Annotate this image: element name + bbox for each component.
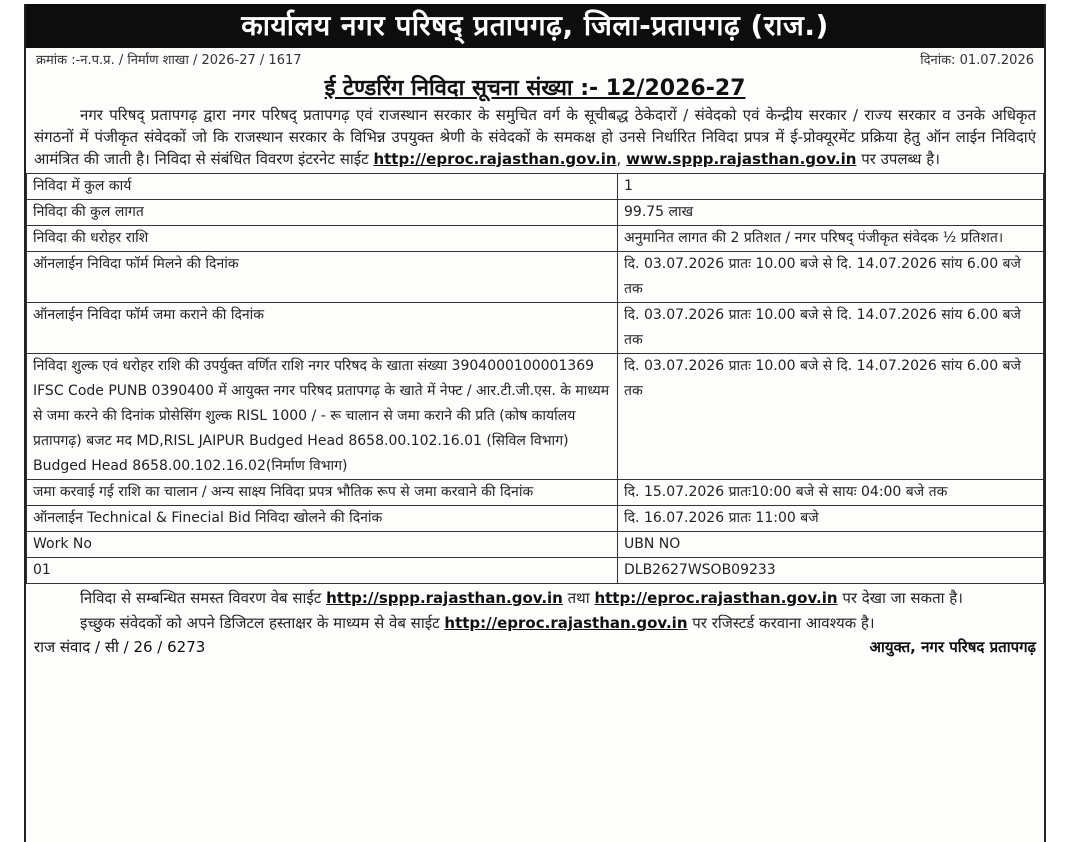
table-row — [27, 252, 1044, 303]
row-value: दि. 03.07.2026 प्रातः 10.00 बजे से दि. 14.07.2026 सांय 6.00 बजे तक — [618, 252, 1044, 303]
footer-line-1 — [34, 586, 1036, 611]
table-row — [27, 200, 1044, 226]
footer-line-1-text: निविदा से सम्बन्धित समस्त विवरण वेब साईट — [80, 589, 322, 607]
sppp-link[interactable]: www.sppp.rajasthan.gov.in — [626, 150, 857, 168]
row-value: दि. 03.07.2026 प्रातः 10.00 बजे से दि. 14.07.2026 सांय 6.00 बजे तक — [618, 354, 1044, 480]
row-label: जमा करवाई गई राशि का चालान / अन्य साक्ष्य निविदा प्रपत्र भौतिक रूप से जमा करवाने की दिनांक — [27, 480, 618, 506]
tender-notice — [24, 4, 1046, 842]
intro-paragraph: नगर परिषद् प्रतापगढ़ द्वारा नगर परिषद् प्रतापगढ़ एवं राजस्थान सरकार के समुचित वर्ग के सूचीबद्ध ठेकेदारों / संवेदको एवं केन्द्रीय सरकार / राज्य सरकार व उनके अधिकृत संगठनों में पंजीकृत संवेदकों जो कि राजस्थान सरकार के विभिन्न उपयुक्त श्रेणी के संवेदकों के समकक्ष हो उनसे निर्धारित निविदा प्रपत्र में ई-प्रोक्यूरमेंट प्रक्रिया हेतु ऑन लाईन निविदाएं आमंत्रित की जाती है। निविदा से संबंधित विवरण इंटरनेट साईट http://eproc.rajasthan.gov.in, www.sppp.rajasthan.gov.in पर उपलब्ध है। — [34, 106, 1036, 168]
tender-details-table — [26, 173, 1044, 584]
row-value: दि. 15.07.2026 प्रातः10:00 बजे से सायः 04:00 बजे तक — [618, 480, 1044, 506]
reference-number: क्रमांक :-न.प.प्र. / निर्माण शाखा / 2026-27 / 1617 — [36, 53, 302, 68]
sppp-footer-link[interactable]: http://sppp.rajasthan.gov.in — [326, 589, 563, 607]
row-value: 1 — [618, 174, 1044, 200]
notice-subject — [26, 74, 1044, 104]
footer-line-1-mid: तथा — [567, 589, 590, 607]
row-label: 01 — [27, 558, 618, 584]
row-value: DLB2627WSOB09233 — [618, 558, 1044, 584]
dipr-reference: राज संवाद / सी / 26 / 6273 — [34, 638, 206, 656]
row-label: ऑनलाईन निविदा फॉर्म मिलने की दिनांक — [27, 252, 618, 303]
table-row — [27, 174, 1044, 200]
notice-subject-text: ई टेण्डरिंग निविदा सूचना संख्या :- 12/2026-27 — [324, 76, 746, 101]
reference-line — [26, 48, 1044, 74]
footer-line-2-tail: पर रजिस्टर्ड करवाना आवश्यक है। — [692, 614, 875, 632]
eproc-link[interactable]: http://eproc.rajasthan.gov.in — [373, 150, 617, 168]
row-value: UBN NO — [618, 532, 1044, 558]
row-label: निविदा में कुल कार्य — [27, 174, 618, 200]
notice-date: दिनांक: 01.07.2026 — [920, 53, 1034, 68]
eproc-register-link[interactable]: http://eproc.rajasthan.gov.in — [444, 614, 688, 632]
footer-line-1-tail: पर देखा जा सकता है। — [842, 589, 963, 607]
table-row — [27, 226, 1044, 252]
signature-line — [26, 636, 1044, 658]
row-value: दि. 03.07.2026 प्रातः 10.00 बजे से दि. 14.07.2026 सांय 6.00 बजे तक — [618, 303, 1044, 354]
row-label: निविदा शुल्क एवं धरोहर राशि की उपर्युक्त वर्णित राशि नगर परिषद के खाता संख्या 3904000100001369 IFSC Code PUNB 0390400 में आयुक्त नगर परिषद प्रतापगढ़ के खाते में नेफ्ट / आर.टी.जी.एस. के माध्यम से जमा करने की दिनांक प्रोसेसिंग शुल्क RISL 1000 / - रू चालान से जमा कराने की प्रति (कोष कार्यालय प्रतापगढ़) बजट मद MD,RISL JAIPUR Budged Head 8658.00.102.16.01 (सिविल विभाग) Budged Head 8658.00.102.16.02(निर्माण विभाग) — [27, 354, 618, 480]
office-title-banner: कार्यालय नगर परिषद् प्रतापगढ़, जिला-प्रतापगढ़ (राज.) — [26, 4, 1044, 48]
signatory: आयुक्त, नगर परिषद प्रतापगढ़ — [869, 638, 1036, 656]
row-label: Work No — [27, 532, 618, 558]
eproc-footer-link[interactable]: http://eproc.rajasthan.gov.in — [594, 589, 838, 607]
row-value: अनुमानित लागत की 2 प्रतिशत / नगर परिषद् पंजीकृत संवेदक ½ प्रतिशत। — [618, 226, 1044, 252]
row-value: दि. 16.07.2026 प्रातः 11:00 बजे — [618, 506, 1044, 532]
row-label: निविदा की कुल लागत — [27, 200, 618, 226]
table-row — [27, 354, 1044, 480]
row-label: ऑनलाईन निविदा फॉर्म जमा कराने की दिनांक — [27, 303, 618, 354]
intro-text: नगर परिषद् प्रतापगढ़ द्वारा नगर परिषद् प्रतापगढ़ एवं राजस्थान सरकार के समुचित वर्ग के सूचीबद्ध ठेकेदारों / संवेदको एवं केन्द्रीय सरकार / राज्य सरकार व उनके अधिकृत संगठनों में पंजीकृत संवेदकों जो कि राजस्थान सरकार के विभिन्न उपयुक्त श्रेणी के संवेदकों के समकक्ष हो उनसे निर्धारित निविदा प्रपत्र में ई-प्रोक्यूरमेंट प्रक्रिया हेतु ऑन लाईन निविदाएं आमंत्रित की जाती है। निविदा से संबंधित विवरण इंटरनेट साईट — [34, 106, 1036, 168]
footer-line-2 — [34, 611, 1036, 636]
row-value: 99.75 लाख — [618, 200, 1044, 226]
footer-line-2-text: इच्छुक संवेदकों को अपने डिजिटल हस्ताक्षर के माध्यम से वेब साईट — [80, 614, 440, 632]
row-label: ऑनलाईन Technical & Finecial Bid निविदा खोलने की दिनांक — [27, 506, 618, 532]
row-label: निविदा की धरोहर राशि — [27, 226, 618, 252]
intro-tail: पर उपलब्ध है। — [861, 150, 940, 168]
table-row — [27, 532, 1044, 558]
table-row — [27, 303, 1044, 354]
table-row — [27, 480, 1044, 506]
table-row — [27, 506, 1044, 532]
table-row — [27, 558, 1044, 584]
footer-notes — [26, 584, 1044, 636]
